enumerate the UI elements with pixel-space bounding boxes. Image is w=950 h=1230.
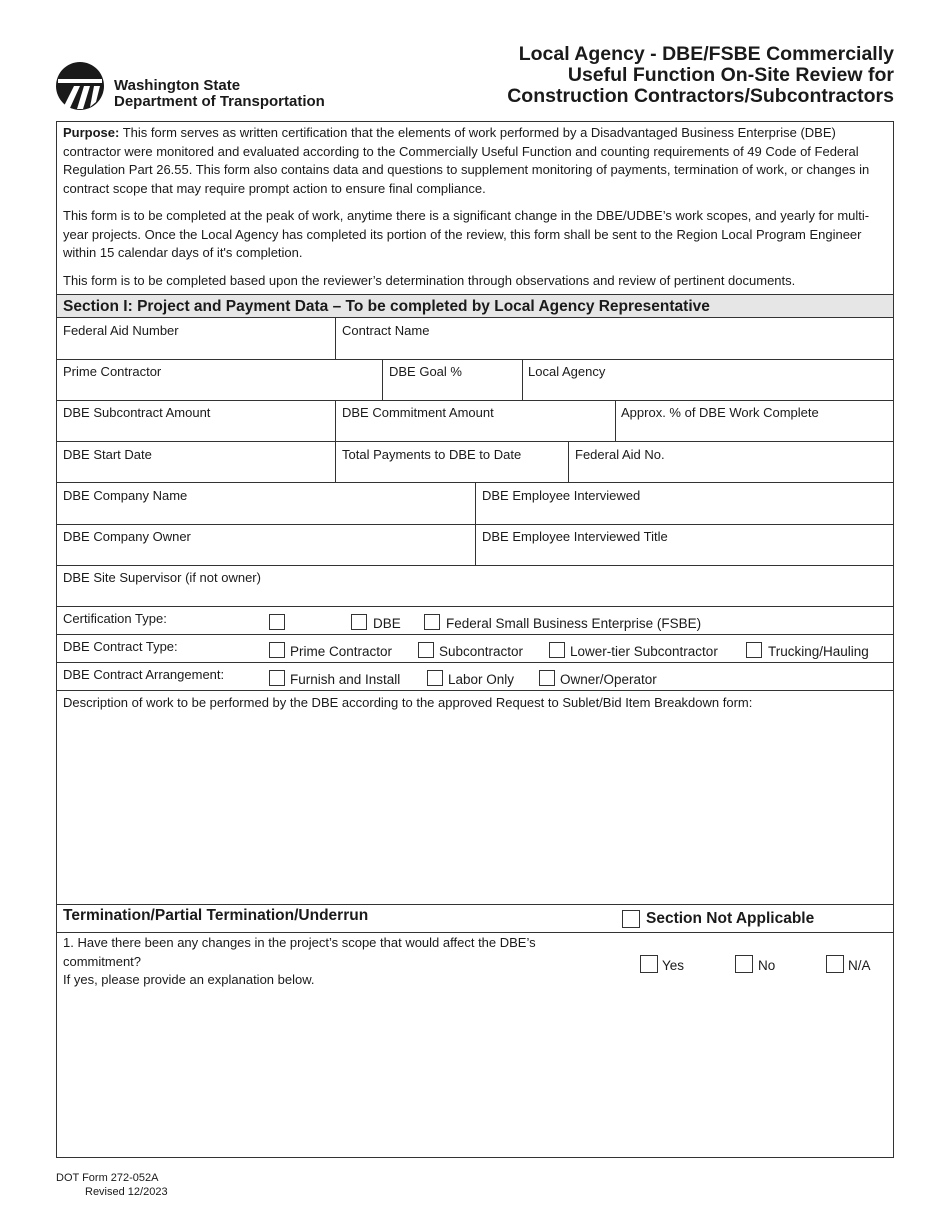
q1-no-label: No: [758, 958, 776, 973]
contract-type-trucking-checkbox[interactable]: [746, 642, 762, 658]
dbe-employee-title-field[interactable]: DBE Employee Interviewed Title: [482, 529, 668, 544]
agency-name-line2: Department of Transportation: [114, 93, 325, 110]
arrangement-furnish-checkbox[interactable]: [269, 670, 285, 686]
contract-type-lowertier-label: Lower-tier Subcontractor: [570, 644, 718, 659]
dbe-company-name-field[interactable]: DBE Company Name: [63, 488, 188, 503]
q1-yes-label: Yes: [662, 958, 685, 973]
section-not-applicable-label: Section Not Applicable: [646, 910, 815, 927]
completion-paragraph: This form is to be completed at the peak of work, anytime there is a significant change in the DBE/UDBE’s work scopes, and yearly for multi-year projects. Once the Local Agency has completed its portion of the review, this form shall be sent to the Region Local Program Engineer within 15 calendar days of it's completion.: [63, 208, 870, 260]
form-number: DOT Form 272-052A: [56, 1172, 159, 1184]
q1-yes-checkbox[interactable]: [640, 955, 658, 973]
local-agency-field[interactable]: Local Agency: [528, 364, 606, 379]
description-label: Description of work to be performed by the DBE according to the approved Request to Sublet/Bid Item Breakdown form:: [63, 695, 753, 710]
certification-fsbe-checkbox[interactable]: [424, 614, 440, 630]
arrangement-owner-checkbox[interactable]: [539, 670, 555, 686]
contract-type-sub-checkbox[interactable]: [418, 642, 434, 658]
question-1-line3: If yes, please provide an explanation below.: [63, 972, 315, 987]
question-1-line1: 1. Have there been any changes in the project’s scope that would affect the DBE’s: [63, 935, 536, 950]
total-payments-field[interactable]: Total Payments to DBE to Date: [342, 447, 522, 462]
contract-type-lowertier-checkbox[interactable]: [549, 642, 565, 658]
approx-work-complete-field[interactable]: Approx. % of DBE Work Complete: [621, 405, 819, 420]
form-title: [507, 44, 894, 107]
arrangement-labor-checkbox[interactable]: [427, 670, 443, 686]
termination-heading: Termination/Partial Termination/Underrun: [63, 907, 369, 924]
contract-type-sub-label: Subcontractor: [439, 644, 524, 659]
determination-paragraph: This form is to be completed based upon the reviewer’s determination through observations and review of pertinent documents.: [63, 273, 796, 288]
question-1-line2: commitment?: [63, 954, 142, 969]
contract-arrangement-label: DBE Contract Arrangement:: [63, 667, 225, 682]
form-revised-date: Revised 12/2023: [85, 1186, 168, 1198]
description-textarea[interactable]: [58, 714, 892, 902]
dbe-commitment-amount-field[interactable]: DBE Commitment Amount: [342, 405, 494, 420]
q1-na-checkbox[interactable]: [826, 955, 844, 973]
prime-contractor-field[interactable]: Prime Contractor: [63, 364, 162, 379]
arrangement-owner-label: Owner/Operator: [560, 672, 657, 687]
federal-aid-no-field[interactable]: Federal Aid No.: [575, 447, 665, 462]
purpose-label: Purpose:: [63, 125, 120, 140]
contract-type-trucking-label: Trucking/Hauling: [768, 644, 869, 659]
certification-type-blank-checkbox[interactable]: [269, 614, 285, 630]
purpose-text: This form serves as written certification that the elements of work performed by a Disadvantaged Business Enterprise (DBE) contractor were monitored and evaluated according to the Commercially Useful Function and counting requirements of 49 Code of Federal Regulation Part 26.55. This form also contains data and questions to supplement monitoring of payments, termination of work, or changes in contract scope that may require prompt action to ensure final compliance.: [63, 125, 870, 196]
wsdot-logo-icon: [56, 62, 104, 110]
q1-no-checkbox[interactable]: [735, 955, 753, 973]
dbe-goal-field[interactable]: DBE Goal %: [389, 364, 462, 379]
dbe-employee-interviewed-field[interactable]: DBE Employee Interviewed: [482, 488, 641, 503]
section-1-heading-text: Section I: Project and Payment Data – To be completed by Local Agency Representative: [63, 298, 710, 315]
form-title-line2: Useful Function On-Site Review for: [567, 64, 894, 86]
contract-type-prime-checkbox[interactable]: [269, 642, 285, 658]
certification-fsbe-label: Federal Small Business Enterprise (FSBE): [446, 616, 702, 631]
arrangement-furnish-label: Furnish and Install: [290, 672, 401, 687]
contract-name-field[interactable]: Contract Name: [342, 323, 430, 338]
dbe-site-supervisor-field[interactable]: DBE Site Supervisor (if not owner): [63, 570, 261, 585]
section-1-heading: [57, 294, 893, 318]
contract-type-prime-label: Prime Contractor: [290, 644, 393, 659]
wsdot-logo: [56, 62, 366, 112]
federal-aid-number-field[interactable]: Federal Aid Number: [63, 323, 179, 338]
certification-dbe-label: DBE: [373, 616, 401, 631]
explanation-textarea[interactable]: [58, 994, 892, 1154]
section-not-applicable-checkbox[interactable]: [622, 910, 640, 928]
form-title-line1: Local Agency - DBE/FSBE Commercially: [518, 43, 894, 65]
form-title-line3: Construction Contractors/Subcontractors: [507, 85, 894, 107]
dbe-start-date-field[interactable]: DBE Start Date: [63, 447, 152, 462]
review-form: [56, 121, 894, 1158]
q1-na-label: N/A: [848, 958, 871, 973]
contract-type-label: DBE Contract Type:: [63, 639, 178, 654]
certification-type-label: Certification Type:: [63, 611, 167, 626]
arrangement-labor-label: Labor Only: [448, 672, 515, 687]
dbe-company-owner-field[interactable]: DBE Company Owner: [63, 529, 191, 544]
purpose-paragraph: [63, 124, 883, 198]
agency-name-line1: Washington State: [114, 77, 241, 94]
certification-dbe-checkbox[interactable]: [351, 614, 367, 630]
form-footer: [56, 1171, 168, 1199]
dbe-subcontract-amount-field[interactable]: DBE Subcontract Amount: [63, 405, 211, 420]
